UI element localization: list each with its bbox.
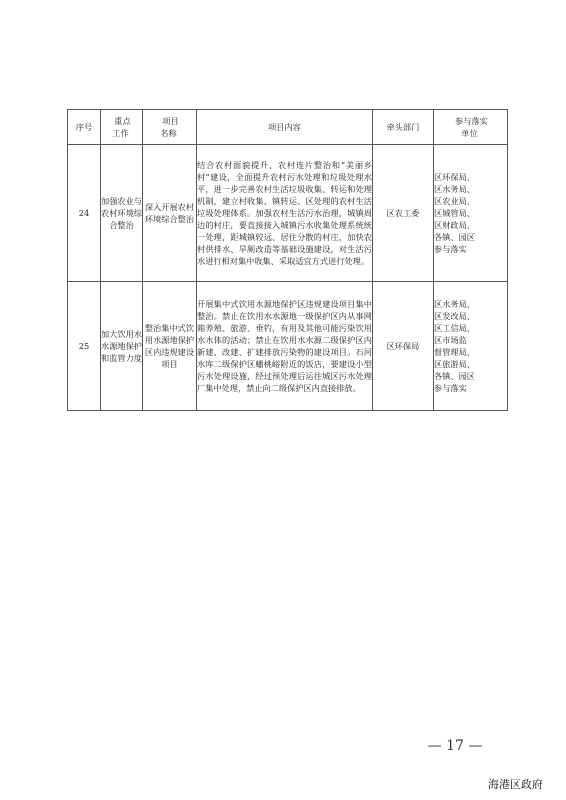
header-key-work: 重点 工作: [101, 110, 143, 145]
cell-key-work: 加强农业与农村环境综合整治: [101, 145, 143, 282]
participant-line: 区城管局、: [434, 208, 475, 218]
participant-line: 区水务局、: [434, 299, 475, 309]
cell-seq: 25: [68, 282, 101, 411]
cell-key-work: 加大饮用水水源地保护和监管力度: [101, 282, 143, 411]
cell-item-name: 整治集中式饮用水源地保护区内违规建设项目: [143, 282, 197, 411]
participant-line: 区发改局、: [434, 311, 475, 321]
participant-line: 区旅游局、: [434, 359, 475, 369]
participant-line: 区水务局、: [434, 184, 475, 194]
participant-line: 各镇、园区: [434, 232, 475, 242]
table-header-row: [68, 110, 508, 145]
participant-line: 区环保局、: [434, 172, 475, 182]
header-lead: 牵头部门: [373, 110, 434, 145]
table-row: [68, 145, 508, 282]
cell-content: 开展集中式饮用水源地保护区违规建设项目集中整治。禁止在饮用水水源地一级保护区内从事网箱养殖、旅游、垂钓，有用及其他可能污染饮用水水体的活动；禁止在饮用水水源二级保护区内新建、改建、扩建排放污染物的建设项目。石河水库二级保护区蟠桃峪附近的饭店，要建设小型污水处理设施，经过预处理后运往城区污水处理厂集中处理，禁止向二级保护区内直接排放。: [197, 282, 373, 411]
participant-line: 区财政局、: [434, 220, 475, 230]
project-table: [67, 109, 508, 411]
page-number: — 17 —: [427, 738, 483, 754]
footer-organization: 海港区政府: [488, 778, 543, 791]
participant-line: 区市场监: [434, 335, 467, 345]
table-row: [68, 282, 508, 411]
participant-line: 各镇、园区: [434, 371, 475, 381]
participant-line: 区工信局、: [434, 323, 475, 333]
header-item-name: 项目 名称: [143, 110, 197, 145]
cell-seq: 24: [68, 145, 101, 282]
participant-line: 区农业局、: [434, 196, 475, 206]
cell-content: 结合农村面貌提升、农村连片整治和“美丽乡村”建设，全面提升农村污水处理和垃圾处理水平，进一步完善农村生活垃圾收集、转运和处理机制，建立村收集、镇转运、区处理的农村生活垃圾处理体系。加强农村生活污水治理，城镇周边的村庄，要直接接入城镇污水收集处理系统统一处理，距城镇较远、居住分散的村庄，加快农村供排水、旱厕改造等基础设施建设，对生活污水进行相对集中收集、采取适宜方式进行处理。: [197, 145, 373, 282]
header-participants: 参与落实 单位: [434, 110, 508, 145]
cell-item-name: 深入开展农村环境综合整治: [143, 145, 197, 282]
cell-participants: [434, 145, 508, 282]
participant-line: 参与落实: [434, 383, 467, 393]
header-content: 项目内容: [197, 110, 373, 145]
cell-participants: [434, 282, 508, 411]
cell-lead: 区农工委: [373, 145, 434, 282]
participant-line: 督管理局、: [434, 347, 475, 357]
cell-lead: 区环保局: [373, 282, 434, 411]
header-seq: 序号: [68, 110, 101, 145]
participant-line: 参与落实: [434, 244, 467, 254]
